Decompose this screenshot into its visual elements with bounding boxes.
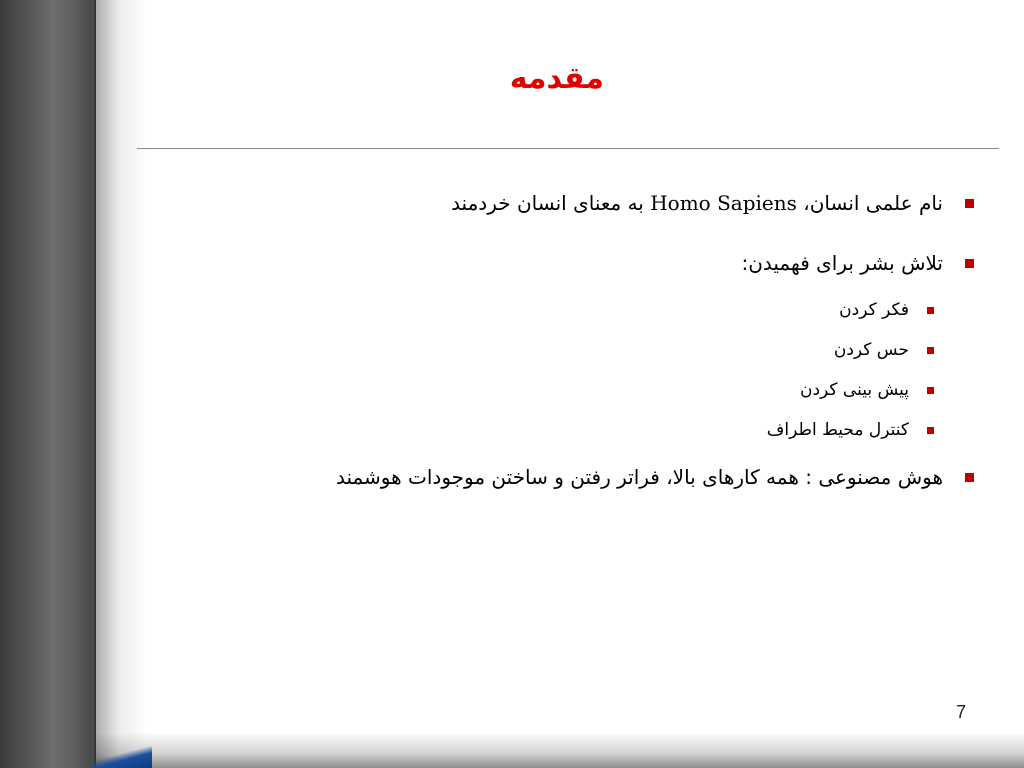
sub-bullet-text: پیش بینی کردن bbox=[799, 380, 909, 400]
page-number: 7 bbox=[955, 702, 966, 722]
bullet-text-before: نام علمی انسان، bbox=[796, 191, 943, 215]
square-bullet-icon bbox=[927, 307, 934, 314]
bullet-text: هوش مصنوعی : همه کارهای بالا، فراتر رفتن و ساختن موجودات هوشمند bbox=[335, 465, 943, 489]
bullet-text: تلاش بشر برای فهمیدن: bbox=[741, 251, 943, 275]
slide-title: مقدمه bbox=[509, 61, 604, 96]
square-bullet-icon bbox=[927, 387, 934, 394]
sub-bullet-item bbox=[150, 370, 934, 410]
page-shadow bbox=[96, 0, 146, 768]
left-decorative-bar bbox=[0, 0, 96, 768]
title-divider bbox=[137, 148, 999, 149]
bullet-text bbox=[451, 180, 943, 226]
bullet-item-human-effort bbox=[150, 240, 974, 286]
bullet-text-latin: Homo Sapiens bbox=[650, 191, 797, 215]
bullet-text-after: به معنای انسان خردمند bbox=[451, 191, 651, 215]
blue-corner-accent bbox=[92, 746, 152, 768]
sub-bullet-item bbox=[150, 290, 934, 330]
sub-bullet-item bbox=[150, 330, 934, 370]
bottom-shadow bbox=[96, 732, 1024, 768]
square-bullet-icon bbox=[965, 199, 974, 208]
square-bullet-icon bbox=[927, 347, 934, 354]
bullet-item-scientific-name bbox=[150, 180, 974, 226]
slide-content bbox=[150, 180, 974, 500]
square-bullet-icon bbox=[965, 259, 974, 268]
sub-bullet-text: فکر کردن bbox=[839, 300, 909, 320]
sub-bullet-text: حس کردن bbox=[833, 340, 909, 360]
sub-bullet-text: کنترل محیط اطراف bbox=[766, 420, 909, 440]
square-bullet-icon bbox=[965, 473, 974, 482]
sub-bullet-item bbox=[150, 410, 934, 450]
bullet-item-ai-definition bbox=[150, 454, 974, 500]
square-bullet-icon bbox=[927, 427, 934, 434]
